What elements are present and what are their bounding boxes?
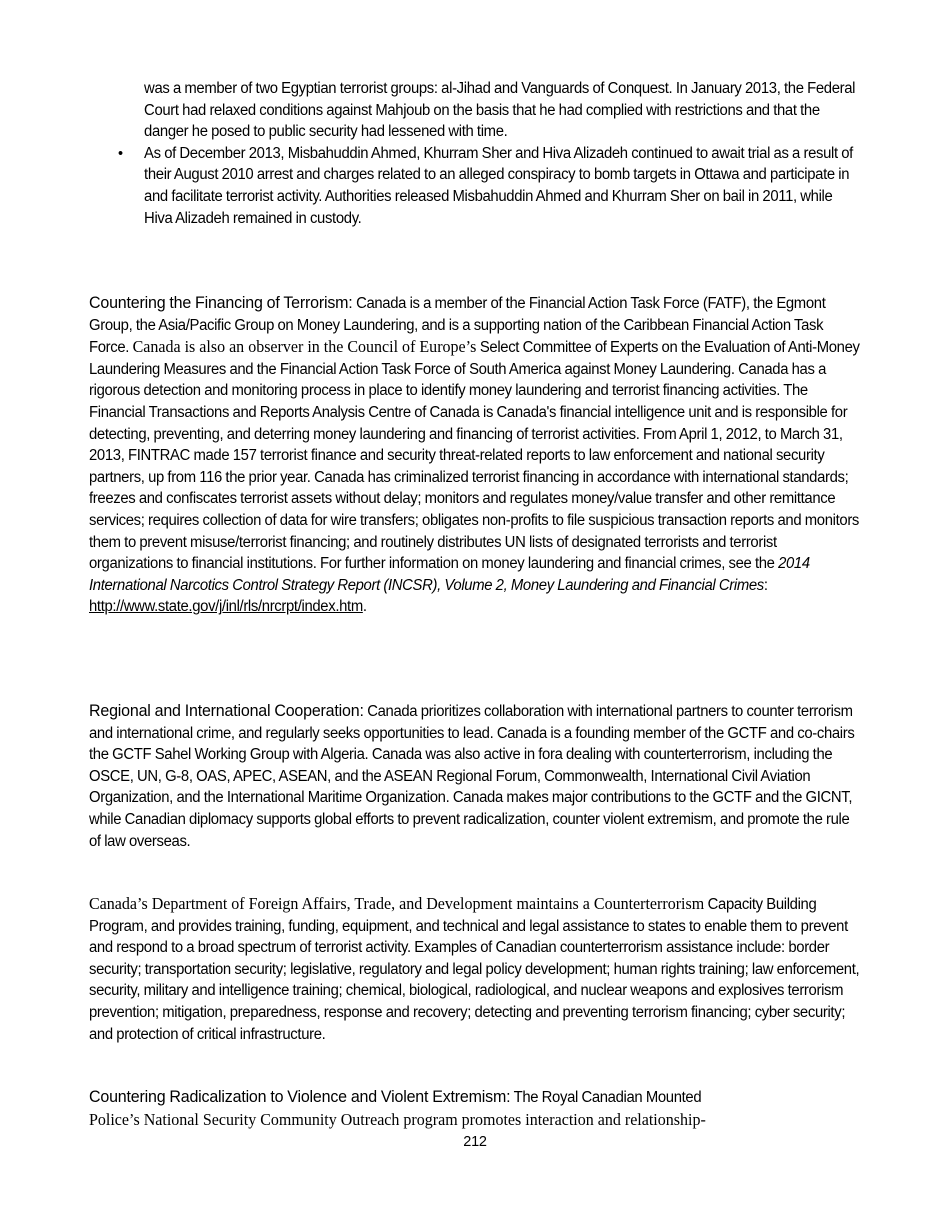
capacity-text-b: Capacity Building Program, and provides training, funding, equipment, and technical and legal assistance to states to enable them to prevent and respond to a broad spectrum of terrorist activity. Examples of Canadian counterterrorism assistance include: border security; transportation security; legislative, regulatory and legal policy development; human rights training; law enforcement, security, military and intelligence training; chemical, biological, radiological, and nuclear weapons and explosives terrorism prevention; mitigation, preparedness, response and recovery; detecting and preventing terrorism financing; cyber security; and protection of critical infrastructure. [89,896,860,1043]
radicalization-text-b: Police’s National Security Community Outreach program promotes interaction and relationship- [89,1109,706,1129]
bullet-item-continued [118,78,861,143]
bullet-marker: • [118,144,123,162]
incsr-report-title: 2014 International Narcotics Control Strategy Report (INCSR), Volume 2, Money Laundering and Financial Crimes [89,555,810,594]
regional-paragraph [89,700,861,852]
financing-heading: Countering the Financing of Terrorism: [89,293,353,312]
bullet-list [118,78,861,229]
bullet-item-trial [118,143,861,229]
radicalization-text-a: The Royal Canadian Mounted [510,1089,702,1106]
financing-colon: : [763,576,768,594]
bullet-text: was a member of two Egyptian terrorist groups: al-Jihad and Vanguards of Conquest. In January 2013, the Federal Court had relaxed conditions against Mahjoub on the basis that he had complied with restrictions and that the danger he posed to public security had lessened with time. [144,80,856,141]
regional-heading: Regional and International Cooperation: [89,701,364,720]
financing-text-a: Canada is a member of the Financial Action Task Force (FATF), the Egmont Group, the Asia/Pacific Group on Money Laundering, and is a supporting nation of the Caribbean Financial Action Task Force. [89,295,826,357]
capacity-paragraph [89,893,861,1045]
financing-text-c: Select Committee of Experts on the Evaluation of Anti-Money Laundering Measures and the Financial Action Task Force of South America against Money Laundering. Canada has a rigorous detection and monitoring process in place to identify money laundering and terrorist financing activities. The Financial Transactions and Reports Analysis Centre of Canada is Canada's financial intelligence unit and is responsible for detecting, preventing, and deterring money laundering and financing of terrorist activities. From April 1, 2012, to March 31, 2013, FINTRAC made 157 terrorist finance and security threat-related reports to law enforcement and national security partners, up from 116 the prior year. Canada has criminalized terrorist financing in accordance with international standards; freezes and confiscates terrorist assets without delay; monitors and regulates money/value transfer and other remittance services; requires collection of data for wire transfers; obligates non-profits to file suspicious transaction reports and monitors them to prevent misuse/terrorist financing; and routinely distributes UN lists of designated terrorists and terrorist organizations to financial institutions. For further information on money laundering and financial crimes, see the [89,339,860,573]
financing-end: . [362,598,367,616]
financing-text-b: Canada is also an observer in the Council of Europe’s [132,337,477,357]
page-number: 212 [463,1134,487,1150]
state-gov-link[interactable]: http://www.state.gov/j/inl/rls/nrcrpt/index.htm [89,598,363,616]
capacity-text-a: Canada’s Department of Foreign Affairs, Trade, and Development maintains a Counterterrorism [89,894,705,913]
bullet-text: As of December 2013, Misbahuddin Ahmed, Khurram Sher and Hiva Alizadeh continued to await trial as a result of their August 2010 arrest and charges related to an alleged conspiracy to bomb targets in Ottawa and participate in and facilitate terrorist activity. Authorities released Misbahuddin Ahmed and Khurram Sher on bail in 2011, while Hiva Alizadeh remained in custody. [144,144,853,227]
regional-text: Canada prioritizes collaboration with international partners to counter terrorism and international crime, and regularly seeks opportunities to lead. Canada is a founding member of the GCTF and co-chairs the GCTF Sahel Working Group with Algeria. Canada was also active in fora dealing with counterterrorism, including the OSCE, UN, G-8, OAS, APEC, ASEAN, and the ASEAN Regional Forum, Commonwealth, International Civil Aviation Organization, and the International Maritime Organization. Canada makes major contributions to the GCTF and the GICNT, while Canadian diplomacy supports global efforts to prevent radicalization, counter violent extremism, and promote the rule of law overseas. [89,703,855,850]
radicalization-heading: Countering Radicalization to Violence and Violent Extremism: [89,1087,511,1106]
radicalization-paragraph [89,1086,861,1131]
financing-paragraph [89,292,861,618]
